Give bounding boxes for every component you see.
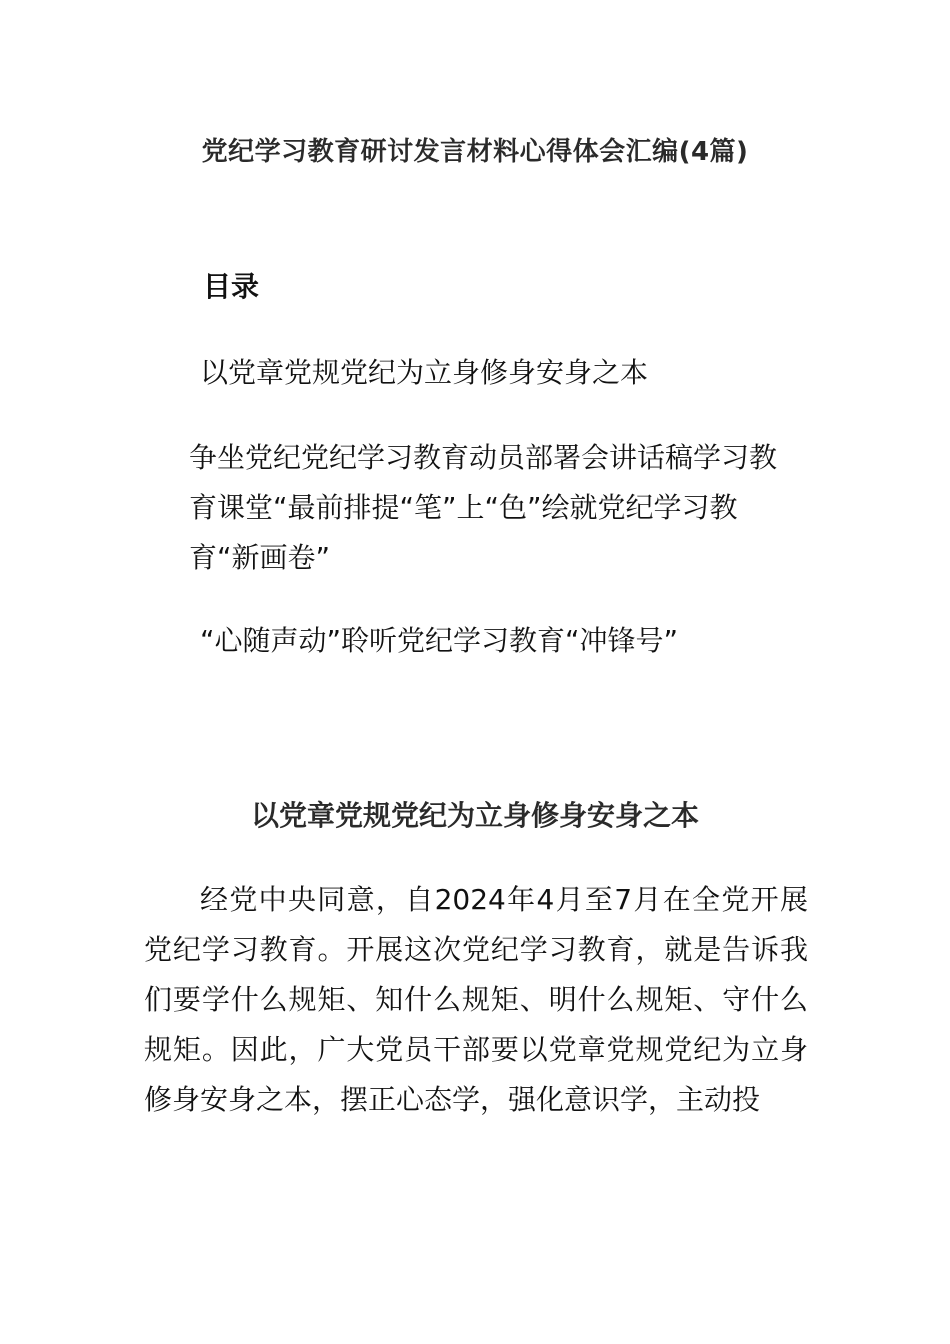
toc-item[interactable]: 争坐党纪党纪学习教育动员部署会讲话稿学习教育课堂“最前排提“笔”上“色”绘就党纪学习教育“新画卷”	[189, 441, 778, 574]
document-title: 党纪学习教育研讨发言材料心得体会汇编(4篇)	[201, 137, 749, 167]
toc-heading: 目录	[203, 270, 260, 303]
section-title: 以党章党规党纪为立身修身安身之本	[250, 799, 699, 832]
toc-item[interactable]: “心随声动”聆听党纪学习教育“冲锋号”	[200, 624, 679, 657]
body-paragraph: 经党中央同意，自2024年4月至7月在全党开展党纪学习教育。开展这次党纪学习教育，就是告诉我们要学什么规矩、知什么规矩、明什么规矩、守什么规矩。因此，广大党员干部要以党章党规党纪为立身修身安身之本，摆正心态学，强化意识学，主动投	[144, 883, 808, 1116]
toc-item[interactable]: 以党章党规党纪为立身修身安身之本	[200, 356, 649, 389]
